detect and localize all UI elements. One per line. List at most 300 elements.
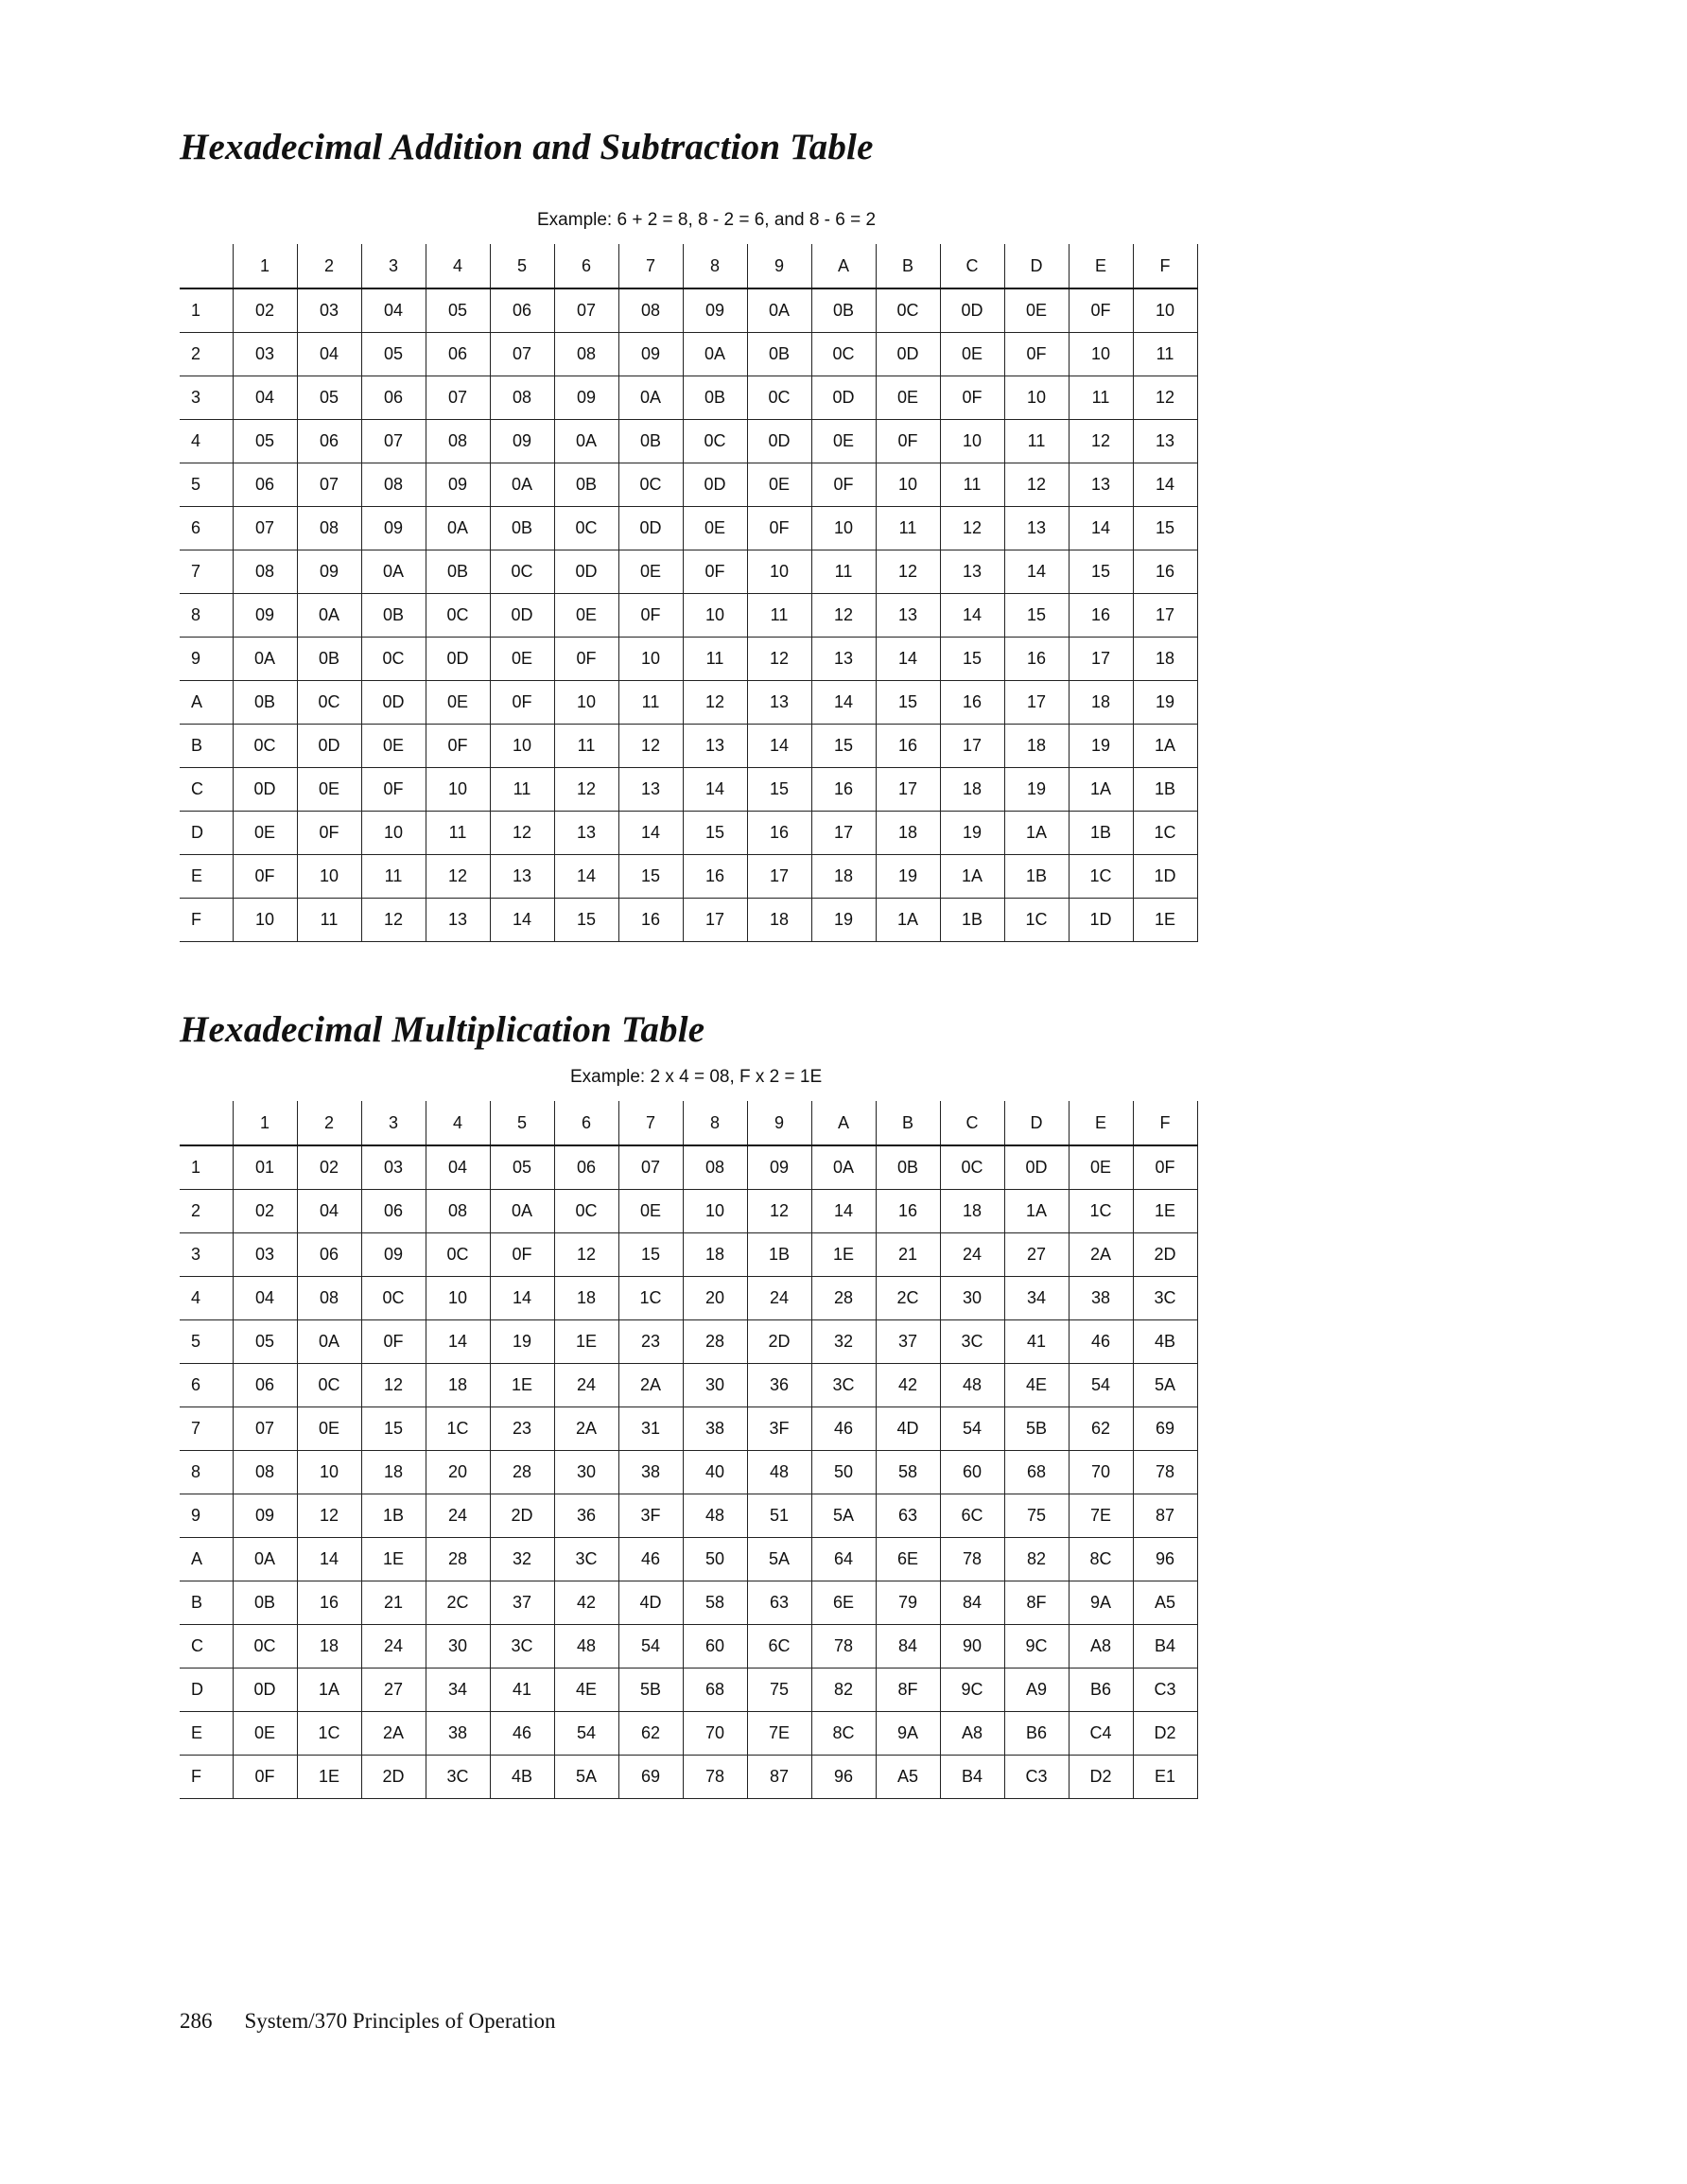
column-header: 2: [297, 1101, 361, 1145]
table-cell: 17: [747, 855, 811, 899]
column-header: 2: [297, 244, 361, 288]
table-cell: 11: [1069, 376, 1133, 420]
table-cell: 10: [811, 507, 876, 550]
table-cell: 24: [361, 1625, 426, 1669]
table-cell: 30: [683, 1364, 747, 1407]
table-cell: 3F: [618, 1494, 683, 1538]
table-cell: 5B: [618, 1669, 683, 1712]
table-cell: 05: [490, 1145, 554, 1190]
table-cell: 0D: [233, 768, 297, 812]
table-cell: 6C: [747, 1625, 811, 1669]
table-cell: 1B: [1069, 812, 1133, 855]
table-cell: 48: [683, 1494, 747, 1538]
table-cell: 0E: [426, 681, 490, 725]
table-cell: 0A: [490, 463, 554, 507]
table-cell: 1B: [747, 1233, 811, 1277]
table-cell: 34: [426, 1669, 490, 1712]
table-cell: 48: [940, 1364, 1004, 1407]
table-cell: 0F: [554, 638, 618, 681]
table-cell: 1C: [297, 1712, 361, 1756]
table-cell: 0F: [297, 812, 361, 855]
table-cell: 11: [1004, 420, 1069, 463]
table-cell: 54: [618, 1625, 683, 1669]
table-cell: 31: [618, 1407, 683, 1451]
table-cell: 04: [297, 333, 361, 376]
table-cell: 0C: [297, 1364, 361, 1407]
table-cell: 2C: [426, 1581, 490, 1625]
column-header: A: [811, 1101, 876, 1145]
table-cell: 38: [426, 1712, 490, 1756]
table-cell: 08: [233, 1451, 297, 1494]
row-header: 9: [180, 1494, 233, 1538]
table-cell: 0C: [361, 638, 426, 681]
table-cell: 10: [1004, 376, 1069, 420]
table-cell: 09: [747, 1145, 811, 1190]
table-cell: 08: [683, 1145, 747, 1190]
table-cell: 05: [426, 288, 490, 333]
table-cell: 4D: [618, 1581, 683, 1625]
table-cell: 15: [1069, 550, 1133, 594]
table-cell: 10: [683, 594, 747, 638]
table-cell: 04: [297, 1190, 361, 1233]
column-header: E: [1069, 244, 1133, 288]
table-cell: 6C: [940, 1494, 1004, 1538]
table-cell: 11: [554, 725, 618, 768]
table-cell: 15: [940, 638, 1004, 681]
table-cell: C4: [1069, 1712, 1133, 1756]
table-cell: 1C: [618, 1277, 683, 1320]
table-cell: 18: [297, 1625, 361, 1669]
table-cell: 06: [554, 1145, 618, 1190]
table-cell: 16: [1004, 638, 1069, 681]
table-cell: 20: [426, 1451, 490, 1494]
table-cell: 11: [683, 638, 747, 681]
table-cell: 41: [490, 1669, 554, 1712]
table-cell: 7E: [1069, 1494, 1133, 1538]
table-cell: 62: [1069, 1407, 1133, 1451]
table-row: [180, 288, 1197, 333]
table-cell: 0E: [233, 1712, 297, 1756]
table-cell: 07: [490, 333, 554, 376]
table-cell: 04: [361, 288, 426, 333]
table-cell: 11: [618, 681, 683, 725]
table-cell: 69: [1133, 1407, 1197, 1451]
column-header: F: [1133, 244, 1197, 288]
table-cell: 4B: [1133, 1320, 1197, 1364]
table-cell: 3C: [426, 1756, 490, 1799]
table-cell: 0B: [490, 507, 554, 550]
table-cell: 0C: [490, 550, 554, 594]
table-cell: 0A: [554, 420, 618, 463]
table-cell: 90: [940, 1625, 1004, 1669]
table-cell: 18: [1069, 681, 1133, 725]
table-cell: 18: [1133, 638, 1197, 681]
table-cell: 11: [297, 899, 361, 942]
header-row: [180, 1101, 1197, 1145]
row-header: 6: [180, 1364, 233, 1407]
table-cell: B6: [1004, 1712, 1069, 1756]
table-row: [180, 1581, 1197, 1625]
table-cell: 0B: [297, 638, 361, 681]
table-cell: 7E: [747, 1712, 811, 1756]
table-cell: 0E: [361, 725, 426, 768]
table-cell: 64: [811, 1538, 876, 1581]
table-cell: 12: [554, 768, 618, 812]
table-cell: 12: [747, 638, 811, 681]
table-cell: 0F: [426, 725, 490, 768]
table-cell: 1A: [1069, 768, 1133, 812]
table-cell: 08: [233, 550, 297, 594]
table-cell: 12: [876, 550, 940, 594]
table-cell: 19: [876, 855, 940, 899]
table-cell: 0C: [426, 594, 490, 638]
table-cell: 0A: [361, 550, 426, 594]
table-cell: 0E: [683, 507, 747, 550]
table-cell: 05: [297, 376, 361, 420]
table-row: [180, 899, 1197, 942]
table-cell: 12: [490, 812, 554, 855]
table-cell: 08: [426, 420, 490, 463]
table-cell: 17: [811, 812, 876, 855]
table-cell: 78: [1133, 1451, 1197, 1494]
table-cell: 03: [361, 1145, 426, 1190]
column-header: 4: [426, 244, 490, 288]
table-cell: 19: [940, 812, 1004, 855]
table-cell: 8F: [1004, 1581, 1069, 1625]
multiplication-table-example: Example: 2 x 4 = 08, F x 2 = 1E: [570, 1067, 823, 1087]
table-row: [180, 376, 1197, 420]
table-cell: 0B: [554, 463, 618, 507]
table-cell: 02: [233, 1190, 297, 1233]
table-cell: 1A: [940, 855, 1004, 899]
table-cell: 87: [1133, 1494, 1197, 1538]
table-cell: 9C: [940, 1669, 1004, 1712]
row-header: C: [180, 1625, 233, 1669]
table-cell: 14: [490, 1277, 554, 1320]
table-cell: 06: [426, 333, 490, 376]
table-cell: 0F: [1004, 333, 1069, 376]
row-header: 5: [180, 463, 233, 507]
table-cell: 0F: [618, 594, 683, 638]
table-cell: 4B: [490, 1756, 554, 1799]
table-cell: 0F: [1069, 288, 1133, 333]
table-cell: 0E: [297, 768, 361, 812]
table-cell: 0C: [233, 725, 297, 768]
table-cell: 0E: [1069, 1145, 1133, 1190]
table-row: [180, 1712, 1197, 1756]
column-header: B: [876, 244, 940, 288]
table-cell: 09: [683, 288, 747, 333]
table-cell: 0A: [233, 638, 297, 681]
table-cell: 16: [876, 1190, 940, 1233]
table-cell: 1C: [1004, 899, 1069, 942]
table-cell: B4: [940, 1756, 1004, 1799]
table-cell: 0A: [618, 376, 683, 420]
column-header: D: [1004, 244, 1069, 288]
row-header: F: [180, 1756, 233, 1799]
table-cell: 0D: [876, 333, 940, 376]
table-cell: 0C: [233, 1625, 297, 1669]
table-cell: 34: [1004, 1277, 1069, 1320]
table-cell: 14: [940, 594, 1004, 638]
column-header: 1: [233, 1101, 297, 1145]
table-cell: 18: [940, 768, 1004, 812]
table-cell: 07: [233, 507, 297, 550]
table-cell: 78: [683, 1756, 747, 1799]
table-cell: 0E: [876, 376, 940, 420]
table-cell: 9A: [1069, 1581, 1133, 1625]
table-cell: 54: [1069, 1364, 1133, 1407]
table-cell: 06: [233, 463, 297, 507]
publication-title: System/370 Principles of Operation: [244, 2009, 556, 2033]
table-cell: 13: [940, 550, 1004, 594]
table-cell: 48: [554, 1625, 618, 1669]
table-cell: 78: [811, 1625, 876, 1669]
table-row: [180, 1669, 1197, 1712]
table-cell: 05: [233, 420, 297, 463]
table-cell: 0F: [747, 507, 811, 550]
table-cell: 0C: [683, 420, 747, 463]
table-cell: 30: [554, 1451, 618, 1494]
table-row: [180, 1233, 1197, 1277]
table-cell: 82: [811, 1669, 876, 1712]
table-cell: 0A: [233, 1538, 297, 1581]
table-cell: 6E: [876, 1538, 940, 1581]
table-cell: 16: [811, 768, 876, 812]
table-row: [180, 1756, 1197, 1799]
row-header: 3: [180, 1233, 233, 1277]
table-cell: 15: [747, 768, 811, 812]
table-cell: 04: [233, 376, 297, 420]
table-cell: 17: [940, 725, 1004, 768]
column-header: 9: [747, 1101, 811, 1145]
column-header: 3: [361, 1101, 426, 1145]
table-cell: 17: [1069, 638, 1133, 681]
table-cell: 28: [490, 1451, 554, 1494]
table-cell: 14: [1133, 463, 1197, 507]
table-cell: 1C: [1069, 855, 1133, 899]
table-cell: 13: [618, 768, 683, 812]
table-cell: 03: [297, 288, 361, 333]
table-cell: 5B: [1004, 1407, 1069, 1451]
column-header: 5: [490, 244, 554, 288]
table-cell: 63: [876, 1494, 940, 1538]
table-row: [180, 725, 1197, 768]
table-cell: 0D: [811, 376, 876, 420]
table-cell: 15: [361, 1407, 426, 1451]
table-cell: 10: [747, 550, 811, 594]
table-cell: 11: [361, 855, 426, 899]
table-cell: 19: [811, 899, 876, 942]
table-cell: E1: [1133, 1756, 1197, 1799]
column-header: 5: [490, 1101, 554, 1145]
table-cell: 12: [1133, 376, 1197, 420]
table-cell: A9: [1004, 1669, 1069, 1712]
table-cell: 2D: [747, 1320, 811, 1364]
table-row: [180, 1538, 1197, 1581]
row-header: D: [180, 1669, 233, 1712]
table-cell: 21: [876, 1233, 940, 1277]
table-cell: 0C: [297, 681, 361, 725]
table-cell: 09: [233, 1494, 297, 1538]
table-cell: 11: [426, 812, 490, 855]
table-cell: 0D: [683, 463, 747, 507]
table-cell: 1E: [297, 1756, 361, 1799]
table-cell: 06: [233, 1364, 297, 1407]
table-cell: 0F: [490, 681, 554, 725]
table-cell: 1E: [490, 1364, 554, 1407]
table-cell: 09: [361, 507, 426, 550]
table-cell: 2A: [1069, 1233, 1133, 1277]
table-cell: 3C: [811, 1364, 876, 1407]
table-cell: 14: [618, 812, 683, 855]
table-cell: 36: [554, 1494, 618, 1538]
row-header: B: [180, 1581, 233, 1625]
table-cell: 9C: [1004, 1625, 1069, 1669]
table-cell: 12: [1004, 463, 1069, 507]
table-cell: 07: [233, 1407, 297, 1451]
table-cell: 0E: [618, 1190, 683, 1233]
table-cell: 0B: [618, 420, 683, 463]
table-cell: 0D: [426, 638, 490, 681]
table-cell: 12: [811, 594, 876, 638]
table-cell: 0E: [618, 550, 683, 594]
table-row: [180, 1451, 1197, 1494]
table-cell: 19: [1133, 681, 1197, 725]
table-cell: 1A: [297, 1669, 361, 1712]
table-row: [180, 1320, 1197, 1364]
row-header: 7: [180, 1407, 233, 1451]
table-cell: 5A: [1133, 1364, 1197, 1407]
table-cell: 07: [554, 288, 618, 333]
table-cell: 1B: [361, 1494, 426, 1538]
table-cell: 78: [940, 1538, 1004, 1581]
table-cell: 12: [747, 1190, 811, 1233]
table-cell: 82: [1004, 1538, 1069, 1581]
table-cell: 13: [683, 725, 747, 768]
table-cell: 0D: [747, 420, 811, 463]
table-cell: 68: [683, 1669, 747, 1712]
table-cell: 11: [811, 550, 876, 594]
table-cell: 2C: [876, 1277, 940, 1320]
table-cell: 0C: [747, 376, 811, 420]
table-cell: 12: [297, 1494, 361, 1538]
table-cell: 1E: [554, 1320, 618, 1364]
table-cell: 0C: [940, 1145, 1004, 1190]
table-cell: 3F: [747, 1407, 811, 1451]
table-cell: 14: [490, 899, 554, 942]
table-cell: 32: [490, 1538, 554, 1581]
column-header: B: [876, 1101, 940, 1145]
table-cell: 06: [490, 288, 554, 333]
table-cell: 04: [426, 1145, 490, 1190]
column-header: 1: [233, 244, 297, 288]
table-cell: 2A: [618, 1364, 683, 1407]
table-cell: 24: [940, 1233, 1004, 1277]
table-cell: 09: [233, 594, 297, 638]
column-header: 8: [683, 244, 747, 288]
table-cell: 16: [1133, 550, 1197, 594]
table-cell: 0F: [233, 855, 297, 899]
table-cell: 09: [361, 1233, 426, 1277]
table-cell: 46: [490, 1712, 554, 1756]
table-cell: 1E: [361, 1538, 426, 1581]
table-cell: 17: [876, 768, 940, 812]
table-cell: 10: [1133, 288, 1197, 333]
table-cell: 6E: [811, 1581, 876, 1625]
table-cell: 0B: [683, 376, 747, 420]
table-cell: 58: [876, 1451, 940, 1494]
row-header: E: [180, 855, 233, 899]
row-header: 4: [180, 420, 233, 463]
table-cell: 07: [426, 376, 490, 420]
row-header: 5: [180, 1320, 233, 1364]
table-row: [180, 333, 1197, 376]
column-header: 6: [554, 244, 618, 288]
table-cell: 10: [297, 855, 361, 899]
table-cell: 24: [747, 1277, 811, 1320]
table-cell: A8: [940, 1712, 1004, 1756]
table-cell: 28: [683, 1320, 747, 1364]
table-cell: 11: [1133, 333, 1197, 376]
table-cell: 0C: [426, 1233, 490, 1277]
multiplication-table: [180, 1101, 1198, 1799]
column-header: 8: [683, 1101, 747, 1145]
table-cell: 13: [876, 594, 940, 638]
table-row: [180, 550, 1197, 594]
table-cell: 1C: [1133, 812, 1197, 855]
table-cell: 69: [618, 1756, 683, 1799]
table-cell: 21: [361, 1581, 426, 1625]
column-header: A: [811, 244, 876, 288]
table-cell: 2D: [361, 1756, 426, 1799]
table-cell: B6: [1069, 1669, 1133, 1712]
table-cell: 2A: [554, 1407, 618, 1451]
table-cell: 13: [747, 681, 811, 725]
table-cell: 4D: [876, 1407, 940, 1451]
table-row: [180, 855, 1197, 899]
table-cell: 15: [683, 812, 747, 855]
row-header: 6: [180, 507, 233, 550]
table-cell: 05: [233, 1320, 297, 1364]
table-cell: 0A: [297, 1320, 361, 1364]
table-cell: 13: [1069, 463, 1133, 507]
table-cell: 5A: [554, 1756, 618, 1799]
table-cell: 8F: [876, 1669, 940, 1712]
table-cell: 09: [618, 333, 683, 376]
table-cell: 10: [1069, 333, 1133, 376]
table-cell: 16: [297, 1581, 361, 1625]
table-cell: 60: [683, 1625, 747, 1669]
table-cell: 0F: [683, 550, 747, 594]
column-header: 7: [618, 1101, 683, 1145]
table-cell: 37: [876, 1320, 940, 1364]
column-header: 7: [618, 244, 683, 288]
column-header: 4: [426, 1101, 490, 1145]
table-cell: 16: [940, 681, 1004, 725]
table-cell: 3C: [490, 1625, 554, 1669]
table-cell: 37: [490, 1581, 554, 1625]
table-cell: 27: [361, 1669, 426, 1712]
table-cell: 13: [554, 812, 618, 855]
page-number: 286: [180, 2009, 213, 2033]
table-cell: 11: [940, 463, 1004, 507]
row-header: 7: [180, 550, 233, 594]
table-cell: 10: [233, 899, 297, 942]
table-cell: 18: [683, 1233, 747, 1277]
table-cell: C3: [1133, 1669, 1197, 1712]
table-cell: 08: [297, 507, 361, 550]
